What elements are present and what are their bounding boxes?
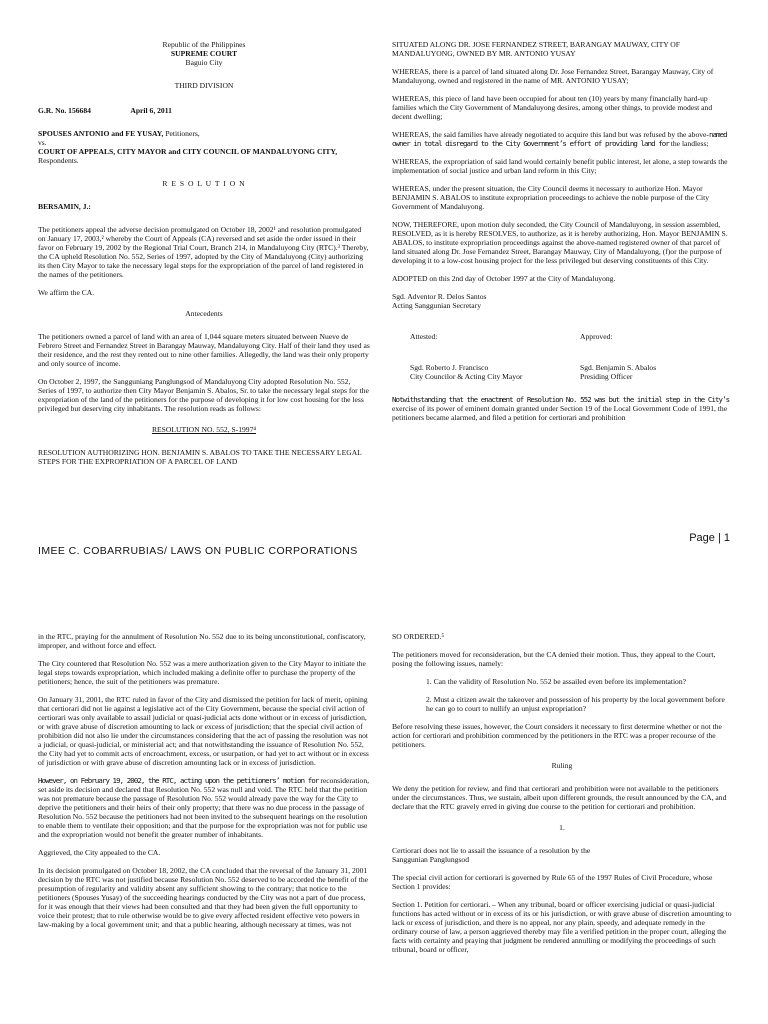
section-number: 1. [559, 823, 565, 832]
paragraph: Before resolving these issues, however, the Court considers it necessary to first determine whether or not the action for certiorari and prohibition commenced by the petitioners in the RTC was a proper recourse of the petitioners. [392, 722, 722, 749]
paragraph: in the RTC, praying for the annulment of Resolution No. 552 due to its being unconstitutional, confiscatory, improper, and without force and effect. [38, 632, 366, 650]
court-city: Baguio City [185, 58, 223, 67]
quoted-rule: Section 1. Petition for certiorari. – When any tribunal, board or officer exercising judicial or quasi-judicial functions has acted without or in excess of its or his jurisdiction, or with grave abuse of discretion amounting to lack or excess of jurisdiction, and there is no appeal, nor any plain, speedy, and adequate remedy in the ordinary course of law, a person aggrieved thereby may file a verified petition in the proper court, alleging the facts with certainty and praying that judgment be rendered annulling or modifying the proceedings of such tribunal, board or officer, [392, 900, 732, 954]
document-page-2 [0, 570, 768, 1024]
resolution-number: RESOLUTION NO. 552, S-1997⁴ [151, 425, 257, 434]
signatory-abalos: Sgd. Benjamin S. Abalos Presiding Officer [580, 363, 657, 381]
resolved-clause: NOW, THEREFORE, upon motion duly seconded, the City Council of Mandaluyong, in session assembled, RESOLVED, as it is hereby RESOLVES, to authorize, as it is hereby authorizing, Hon. Mayor BENJAMIN S. ABALOS, to institute expropriation proceedings against the above-named registered owner of that parcel of land situated along Dr. Jose Fernandez Street, Barangay Mauway, City of Mandaluyong, (f)or the purpose of developing it to a low-cost housing project for the less privileged but deserving constituents of this City. [392, 220, 728, 265]
paragraph: The City countered that Resolution No. 552 was a mere authorization given to the City Mayor to initiate the legal steps towards expropriation, which included making a definite offer to purchase the property of the petitioners; hence, the suit of the petitioners was premature. [38, 659, 366, 686]
resolution-heading: R E S O L U T I O N [162, 179, 246, 188]
whereas-clause: WHEREAS, there is a parcel of land situated along Dr. Jose Fernandez Street, Barangay Mauway, City of Mandaluyong, owned and registered in the name of MR. ANTONIO YUSAY; [392, 67, 714, 85]
so-ordered: SO ORDERED.⁵ [392, 632, 445, 641]
case-line [38, 106, 370, 115]
republic-line: Republic of the Philippines [162, 40, 246, 49]
paragraph: We deny the petition for review, and find that certiorari and prohibition were not available to the petitioners under the circumstances. Thus, we sustain, albeit upon different grounds, the result announced by the CA, and declare that the RTC gravely erred in giving due course to the petition for certiorari and prohibition. [392, 784, 727, 811]
paragraph: Aggrieved, the City appealed to the CA. [38, 848, 161, 857]
signature-grid [392, 332, 732, 381]
whereas-clause: WHEREAS, the expropriation of said land would certainly benefit public interest, let alone, a step towards the implementation of social justice and urban land reform in this City; [392, 157, 728, 175]
page2-left-column [38, 632, 370, 938]
issue-2: 2. Must a citizen await the takeover and possession of his property by the local government before he can go to court to nullify an unjust expropriation? [426, 695, 725, 713]
section-heading-antecedents: Antecedents [185, 309, 223, 318]
page-footer-author: IMEE C. COBARRUBIAS/ LAWS ON PUBLIC CORPORATIONS [38, 545, 358, 557]
section-heading-ruling: Ruling [551, 761, 573, 770]
approved-label: Approved: [580, 332, 613, 341]
paragraph: The special civil action for certiorari is governed by Rule 65 of the 1997 Rules of Civil Procedure, whose Section 1 provides: [392, 873, 713, 891]
page-number: Page | 1 [689, 532, 730, 544]
respondents-name: COURT OF APPEALS, CITY MAYOR and CITY COUNCIL OF MANDALUYONG CITY, [38, 147, 338, 156]
petitioners-role: Petitioners, [163, 129, 200, 138]
case-number: G.R. No. 156684 [38, 106, 91, 115]
paragraph: The petitioners moved for reconsideration, but the CA denied their motion. Thus, they appeal to the Court, posing the following issues, namely: [392, 650, 716, 668]
paragraph: The petitioners appeal the adverse decision promulgated on October 18, 2002¹ and resolution promulgated on January 17, 2003,² whereby the Court of Appeals (CA) reversed and set aside the order issued in their favor on February 19, 2002 by the Regional Trial Court, Branch 214, in Mandaluyong City (RTC).³ Thereby, the CA upheld Resolution No. 552, Series of 1997, adopted by the City of Mandaluyong (City) authorizing its then City Mayor to take the necessary legal steps for the expropriation of the parcel of land registered in the names of the petitioners. [38, 225, 369, 279]
petitioners-name: SPOUSES ANTONIO and FE YUSAY, [38, 129, 164, 138]
whereas-clause: WHEREAS, this piece of land have been occupied for about ten (10) years by many financially hard-up families which the City Government of Mandaluyong desires, among other things, to provide modest and decent dwelling; [392, 94, 713, 121]
paragraph: We affirm the CA. [38, 288, 95, 297]
court-name: SUPREME COURT [170, 49, 238, 58]
page1-right-column [392, 40, 732, 431]
paragraph: In its decision promulgated on October 18, 2002, the CA concluded that the reversal of the January 31, 2001 decision by the RTC was not justified because Resolution No. 552 deserved to be accorded the benefit of the presumption of regularity and validity absent any sufficient showing to the contrary; that notice to the petitioners (Spouses Yusay) of the succeeding hearings conducted by the City was not a part of due process, for it was enough that their views had been consulted and that they had been given the full opportunity to voice their protest; that to rule otherwise would be to give every affected resident effective veto powers in law-making by a local government unit; and that a public hearing, although necessary at times, was not [38, 866, 368, 929]
secretary-signature: Sgd. Adventor R. Delos Santos Acting Sanggunian Secretary [392, 292, 487, 310]
paragraph: On October 2, 1997, the Sangguniang Panglungsod of Mandaluyong City adopted Resolution No. 552, Series of 1997, to authorize then City Mayor Benjamin S. Abalos, Sr. to take the necessary legal steps for the expropriation of the land of the petitioners for the purpose of developing it for low cost housing for the less privileged but deserving city inhabitants. The resolution reads as follows: [38, 377, 369, 413]
resolution-title-cont: SITUATED ALONG DR. JOSE FERNANDEZ STREET, BARANGAY MAUWAY, CITY OF MANDALUYONG, OWNED BY MR. ANTONIO YUSAY [392, 40, 681, 58]
page1-left-column [38, 40, 370, 475]
paragraph: Notwithstanding that the enactment of Resolution No. 552 was but the initial step in the City’s exercise of its power of eminent domain granted under Section 19 of the Local Government Code of 1991, the petitioners became alarmed, and filed a petition for certiorari and prohibition [392, 395, 730, 422]
issue-1: 1. Can the validity of Resolution No. 552 be assailed even before its implementation? [426, 677, 687, 686]
paragraph: On January 31, 2001, the RTC ruled in favor of the City and dismissed the petition for lack of merit, opining that certiorari did not lie against a legislative act of the City Government, because the special civil action of certiorari was only available to assail judicial or quasi-judicial acts done without or in excess of jurisdiction, or with grave abuse of discretion amounting to lack or excess of jurisdiction; that the special civil action of prohibition did not also lie under the circumstances considering that the act of passing the resolution was not a judicial, or quasi-judicial, or ministerial act; and that notwithstanding the issuance of Resolution No. 552, the City had yet to commit acts of encroachment, excess, or usurpation, or had yet to act without or in excess of jurisdiction or with grave abuse of discretion amounting lack or in excess of jurisdiction. [38, 695, 369, 767]
paragraph: However, on February 19, 2002, the RTC, acting upon the petitioners’ motion for reconsideration, set aside its decision and declared that Resolution No. 552 was null and void. The RTC held that the petition was not premature because the passage of Resolution No. 552 would already pave the way for the City to deprive the petitioners and their heirs of their only property; that there was no due process in the passage of Resolution No. 552 because the petitioners had not been invited to the subsequent hearings on the resolution to enable them to ventilate their opposition; and that the purpose for the expropriation was not for public use and the expropriation would not benefit the greater number of inhabitants. [38, 776, 370, 839]
division: THIRD DIVISION [174, 81, 234, 90]
resolution-title: RESOLUTION AUTHORIZING HON. BENJAMIN S. ABALOS TO TAKE THE NECESSARY LEGAL STEPS FOR THE EXPROPRIATION OF A PARCEL OF LAND [38, 448, 362, 466]
attested-label: Attested: [410, 332, 438, 341]
subheading: Certiorari does not lie to assail the issuance of a resolution by the Sanggunian Panglungsod [392, 846, 591, 864]
versus: vs. [38, 138, 47, 147]
page2-right-column [392, 632, 732, 963]
adopted-line: ADOPTED on this 2nd day of October 1997 at the City of Mandaluyong. [392, 274, 616, 283]
case-date: April 6, 2011 [130, 106, 172, 115]
signatory-francisco: Sgd. Roberto J. Francisco City Councilor & Acting City Mayor [410, 363, 523, 381]
whereas-clause: WHEREAS, under the present situation, the City Council deems it necessary to authorize Hon. Mayor BENJAMIN S. ABALOS to institute expropriation proceedings to achieve the noble purpose of the City Government of Mandaluyong. [392, 184, 709, 211]
paragraph: The petitioners owned a parcel of land with an area of 1,044 square meters situated between Nueve de Febrero Street and Fernandez Street in Barangay Mauway, Mandaluyong City. Half of their land they used as their residence, and the rest they rented out to nine other families. Allegedly, the land was their only property and only source of income. [38, 332, 370, 368]
ponente: BERSAMIN, J.: [38, 202, 91, 211]
respondents-role: Respondents. [38, 156, 79, 165]
whereas-clause: WHEREAS, the said families have already negotiated to acquire this land but was refused by the above-named owner in total disregard to the City Government’s effort of providing land for the landless; [392, 130, 727, 148]
court-header [38, 40, 370, 90]
parties [38, 129, 370, 165]
